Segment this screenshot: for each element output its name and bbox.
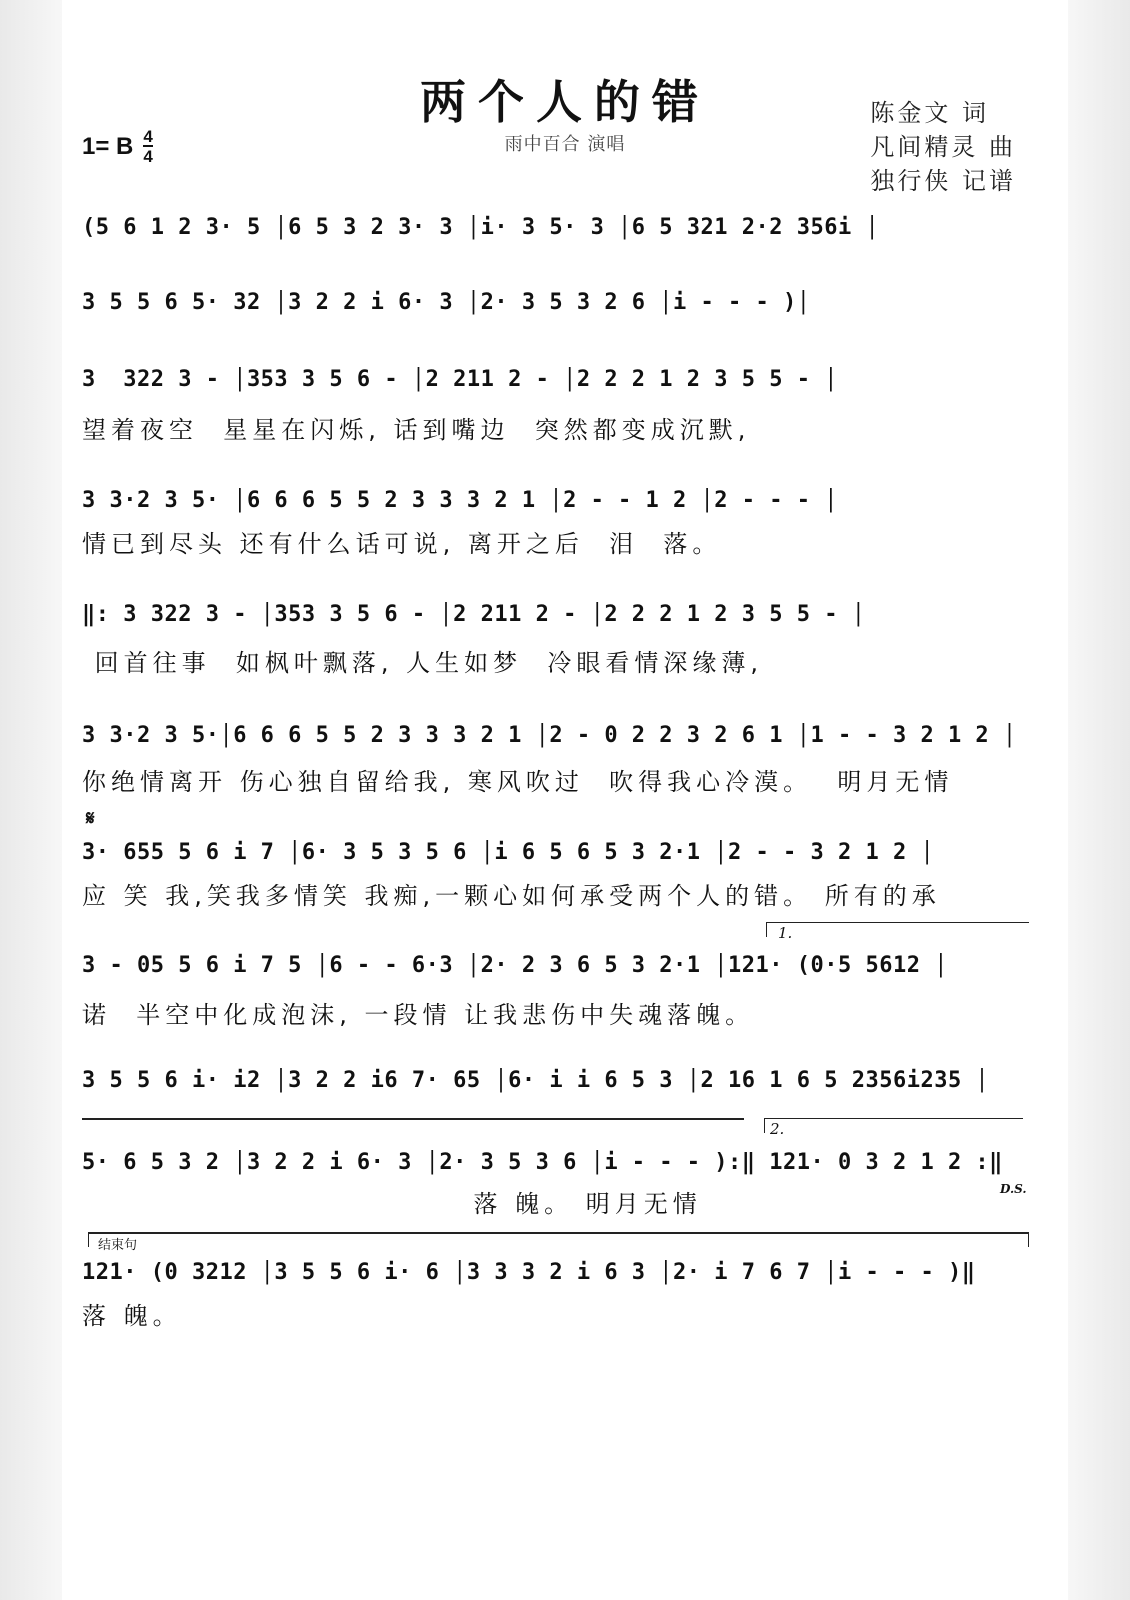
score-line-3-lyrics: 望着夜空 星星在闪烁, 话到嘴边 突然都变成沉默, — [82, 416, 751, 444]
score-line-3-notes: 3 322 3 - │353 3 5 6 - │2 211 2 - │2 2 2 1 2 3 5 5 - │ — [82, 367, 838, 392]
time-signature-denominator: 4 — [143, 147, 153, 166]
score-line-11-notes: 121· (0 3212 │3 5 5 6 i· 6 │3 3 3 2 i 6 3 │2· i 7 6 7 │i - - - )‖ — [82, 1260, 976, 1285]
score-line-4-notes: 3 3·2 3 5· │6 6 6 5 5 2 3 3 3 2 1 │2 - - 1 2 │2 - - - │ — [82, 488, 838, 513]
score-line-10-notes: 5· 6 5 3 2 │3 2 2 i 6· 3 │2· 3 5 3 6 │i - - - ):‖ 121· 0 3 2 1 2 :‖ — [82, 1150, 1003, 1175]
score-line-10-lyrics: 落 魄。 明月无情 — [82, 1190, 702, 1218]
score-line-1-notes: (5 6 1 2 3· 5 │6 5 3 2 3· 3 │i· 3 5· 3 │6 5 321 2·2 356i │ — [82, 215, 880, 240]
dal-segno-mark: D.S. — [1000, 1182, 1027, 1196]
first-ending-continuation-line — [82, 1118, 744, 1120]
lyricist-credit: 陈金文 词 — [870, 99, 989, 127]
score-line-7-notes: 3· 655 5 6 i 7 │6· 3 5 3 5 6 │i 6 5 6 5 3 2·1 │2 - - 3 2 1 2 │ — [82, 840, 935, 865]
score-line-6-notes: 3 3·2 3 5·│6 6 6 5 5 2 3 3 3 2 1 │2 - 0 2 2 3 2 6 1 │1 - - 3 2 1 2 │ — [82, 723, 1017, 748]
segno-sign: 𝄋 — [86, 806, 95, 830]
score-line-7-lyrics: 应 笑 我,笑我多情笑 我痴,一颗心如何承受两个人的错。 所有的承 — [82, 882, 941, 910]
score-line-8-lyrics: 诺 半空中化成泡沫, 一段情 让我悲伤中失魂落魄。 — [82, 1001, 755, 1029]
score-line-6-lyrics: 你绝情离开 伤心独自留给我, 寒风吹过 吹得我心冷漠。 明月无情 — [82, 768, 954, 796]
score-line-8-notes: 3 - 05 5 6 i 7 5 │6 - - 6·3 │2· 2 3 6 5 3 2·1 │121· (0·5 5612 │ — [82, 953, 948, 978]
score-line-5-notes: ‖: 3 322 3 - │353 3 5 6 - │2 211 2 - │2 2 2 1 2 3 5 5 - │ — [82, 602, 866, 627]
coda-bracket-start — [88, 1232, 89, 1247]
composer-credit: 凡间精灵 曲 — [870, 133, 1016, 161]
key-signature — [82, 128, 153, 165]
second-ending-bracket — [764, 1118, 1023, 1133]
credits-block — [870, 96, 1016, 198]
performer-credit: 雨中百合 演唱 — [504, 134, 626, 155]
first-ending-bracket — [766, 922, 1029, 937]
transcriber-credit: 独行侠 记谱 — [870, 167, 1016, 195]
second-ending-label: 2. — [770, 1120, 785, 1138]
time-signature — [143, 128, 152, 165]
first-ending-label: 1. — [778, 924, 793, 942]
coda-label: 结束句 — [98, 1238, 138, 1253]
score-line-2-notes: 3 5 5 6 5· 32 │3 2 2 i 6· 3 │2· 3 5 3 2 6 │i - - - )│ — [82, 290, 811, 315]
page-shadow-left — [0, 0, 62, 1600]
score-line-9-notes: 3 5 5 6 i· i2 │3 2 2 i6 7· 65 │6· i i 6 5 3 │2 16 1 6 5 2356i235 │ — [82, 1068, 990, 1093]
coda-bracket-end — [1014, 1232, 1029, 1247]
score-line-5-lyrics: 回首往事 如枫叶飘落, 人生如梦 冷眼看情深缘薄, — [82, 649, 764, 677]
score-line-4-lyrics: 情已到尽头 还有什么话可说, 离开之后 泪 落。 — [82, 530, 722, 558]
page-shadow-right — [1068, 0, 1130, 1600]
time-signature-numerator: 4 — [143, 127, 153, 146]
song-title: 两个人的错 — [420, 75, 710, 129]
coda-bracket-line — [88, 1232, 1028, 1234]
key-label: 1= B — [82, 132, 134, 160]
score-line-11-lyrics: 落 魄。 — [82, 1302, 182, 1330]
